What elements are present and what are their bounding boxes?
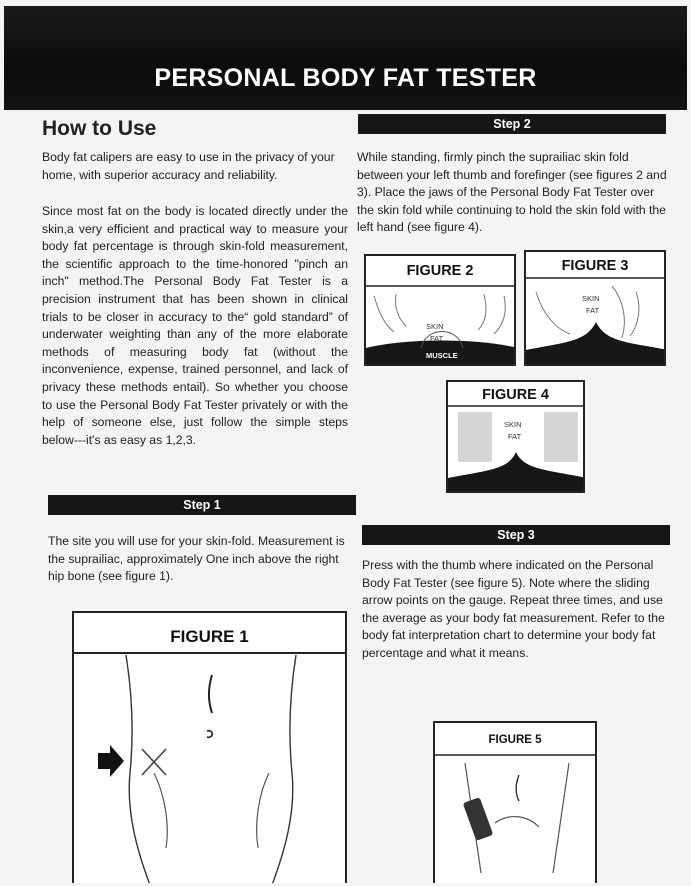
- step1-text: The site you will use for your skin-fold. Measurement is the suprailiac, approximately One inch above the right hip bone (see figure 1).: [48, 534, 345, 584]
- figure-1: [72, 611, 347, 883]
- skin-label: SKIN: [582, 294, 600, 303]
- header-banner: [4, 6, 687, 110]
- figure-2-label: FIGURE 2: [406, 263, 474, 279]
- step3-text: Press with the thumb where indicated on the Personal Body Fat Tester (see figure 5). Note where the sliding arrow points on the gauge. Repeat three times, and use the average as your body fat measurement. Refer to the body fat interpretation chart to determine your body fat percentage and what it means.: [362, 558, 665, 660]
- step1-bar: Step 1: [48, 495, 356, 515]
- step2-text: While standing, firmly pinch the suprailiac skin fold between your left thumb and forefinger (see figures 2 and 3). Place the jaws of the Personal Body Fat Tester over the skin fold while continuing to hold the skin fold with the left hand (see figure 4).: [357, 150, 667, 235]
- intro-paragraph: Body fat calipers are easy to use in the privacy of your home, with superior accuracy and reliability.: [42, 150, 335, 182]
- fat-label: FAT: [586, 306, 600, 315]
- arrow-right-icon: [98, 745, 124, 777]
- fat-label: FAT: [430, 334, 444, 343]
- torso-illustration: [74, 613, 347, 883]
- measurement-illustration: [435, 723, 597, 883]
- step2-bar: Step 2: [358, 114, 666, 134]
- figure-3-label: FIGURE 3: [561, 258, 629, 274]
- step3-bar: Step 3: [362, 525, 670, 545]
- skin-label: SKIN: [504, 420, 522, 429]
- figure-3: [524, 250, 666, 366]
- figure-2: [364, 254, 516, 366]
- figure-1-label: FIGURE 1: [170, 627, 249, 646]
- page-title: PERSONAL BODY FAT TESTER: [154, 64, 537, 92]
- figure-5-label: FIGURE 5: [488, 734, 542, 746]
- skin-label: SKIN: [426, 322, 444, 331]
- figure-4-label: FIGURE 4: [482, 387, 549, 403]
- figure-4: [446, 380, 585, 493]
- muscle-label: MUSCLE: [426, 351, 458, 360]
- figure-5: [433, 721, 597, 883]
- fat-label: FAT: [508, 432, 522, 441]
- body-paragraph: Since most fat on the body is located directly under the skin,a very efficient and practical way to measure your body fat percentage is through skin-fold measurement, the scientific approach to the time-honored "pinch an inch" method.The Personal Body Fat Tester is a precision instrument that has been shown in clinical trials to be closer in accuracy to the“ gold standard” of underwater weighting than any of the more elaborate methods of measuring body fat (without the inconvenience, expense, trained personnel, and lack of privacy these methods entail). So whether you choose to use the Personal Body Fat Tester privately or with the help of someone else, just follow the simple steps below---it's as easy as 1,2,3.: [42, 204, 348, 447]
- how-to-use-heading: How to Use: [42, 117, 157, 140]
